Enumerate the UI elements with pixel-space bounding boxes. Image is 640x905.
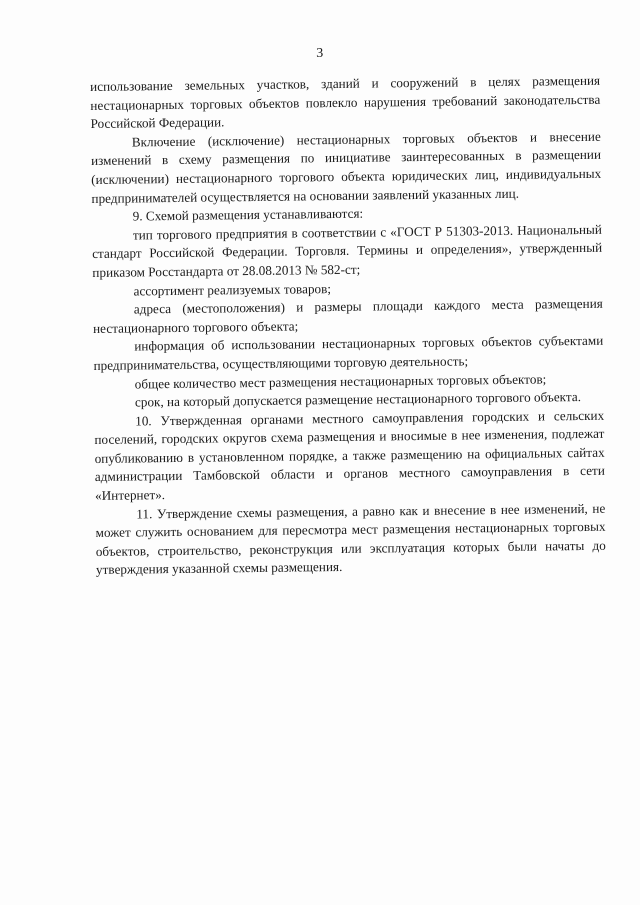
paragraph-inclusion-exclusion: Включение (исключение) нестационарных торговых объектов и внесение изменений в схему размещения по инициативе заинтересованных в размещении (исключении) нестационарного торгового объекта юридических лиц, индивидуальных предпринимателей осуществляется на основании заявлений указанных лиц. — [90, 128, 602, 206]
paragraph-clause-9-addresses: адреса (местоположения) и размеры площади каждого места размещения нестационарного торгового объекта; — [92, 295, 603, 336]
page-number: 3 — [316, 46, 324, 61]
paragraph-clause-9-type: тип торгового предприятия в соответствии с «ГОСТ Р 51303-2013. Национальный стандарт Российской Федерации. Торговля. Термины и определения», утвержденный приказом Росстандарта от 28.08.2013 № 582-ст; — [92, 221, 603, 280]
paragraph-clause-9-total-count: общее количество мест размещения нестационарных торговых объектов; — [134, 370, 547, 391]
paragraph-clause-9-term: срок, на который допускается размещение нестационарного торгового объекта. — [134, 389, 582, 410]
paragraph-clause-11: 11. Утверждение схемы размещения, а равно как и внесение в нее изменений, не может служить основанием для пересмотра мест размещения нестационарных торговых объектов, строительство, реконструкция или эксплуатация которых были начаты до утверждения указанной схемы размещения. — [95, 500, 606, 578]
paragraph-clause-9-heading: 9. Схемой размещения устанавливаются: — [132, 205, 364, 224]
paragraph-clause-9-assortment: ассортимент реализуемых товаров; — [133, 280, 332, 299]
paragraph-continuation: использование земельных участков, зданий и сооружений в целях размещения нестационарных торговых объектов повлекло нарушения требований законодательства Российской Федерации. — [90, 72, 601, 132]
paragraph-clause-10: 10. Утвержденная органами местного самоуправления городских и сельских поселений, городских округов схема размещения и вносимые в нее изменения, подлежат опубликованию в установленном порядке, а также размещению на официальных сайтах администрации Тамбовской области и органов местного самоуправления в сети «Интернет». — [94, 407, 605, 504]
document-body — [90, 72, 606, 580]
paragraph-clause-9-usage-info: информация об использовании нестационарных торговых объектов субъектами предпринимательства, осуществляющими торговую деятельность; — [93, 333, 604, 373]
